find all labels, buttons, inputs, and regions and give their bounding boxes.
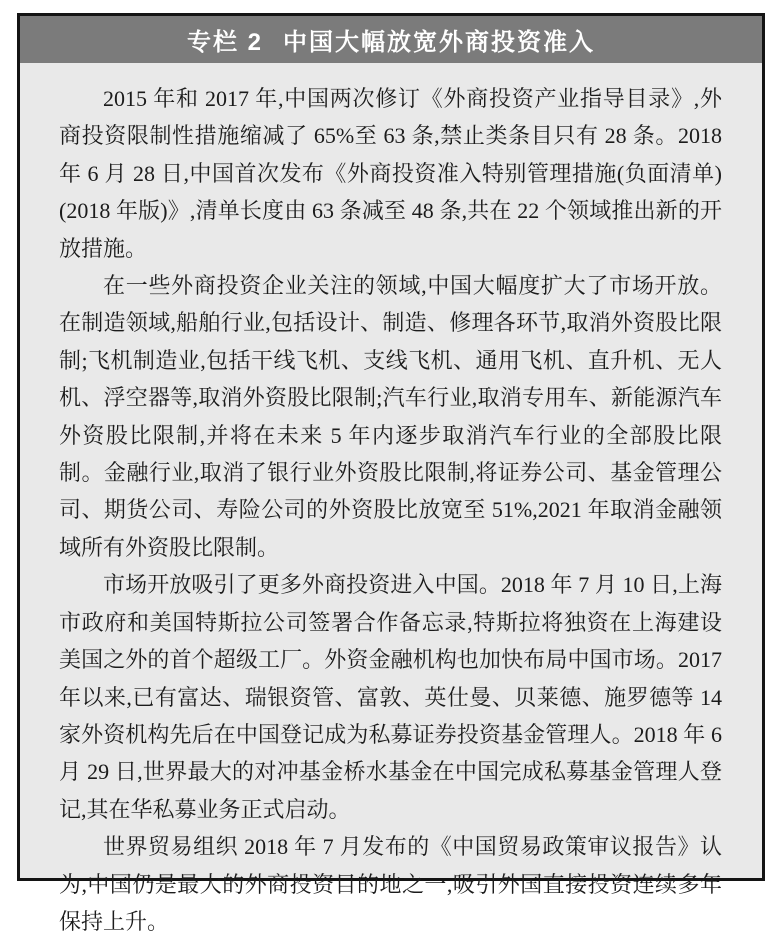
callout-box [17,13,765,934]
paragraph-wto-review: 世界贸易组织 2018 年 7 月发布的《中国贸易政策审议报告》认为,中国仍是最大的外商投资目的地之一,吸引外国直接投资连续多年保持上升。 [59,834,722,934]
paragraph-foreign-investment-inflow: 市场开放吸引了更多外商投资进入中国。2018 年 7 月 10 日,上海市政府和美国特斯拉公司签署合作备忘录,特斯拉将独资在上海建设美国之外的首个超级工厂。外资金融机构也加快布局中国市场。2017 年以来,已有富达、瑞银资管、富敦、英仕曼、贝莱德、施罗德等 14 家外资机构先后在中国登记成为私募证券投资基金管理人。2018 年 6 月 29 日,世界最大的对冲基金桥水基金在中国完成私募基金管理人登记,其在华私募业务正式启动。 [59,572,722,822]
paragraph-market-opening: 在一些外商投资企业关注的领域,中国大幅度扩大了市场开放。在制造领域,船舶行业,包括设计、制造、修理各环节,取消外资股比限制;飞机制造业,包括干线飞机、支线飞机、通用飞机、直升机、无人机、浮空器等,取消外资股比限制;汽车行业,取消专用车、新能源汽车外资股比限制,并将在未来 5 年内逐步取消汽车行业的全部股比限制。金融行业,取消了银行业外资股比限制,将证券公司、基金管理公司、期货公司、寿险公司的外资股比放宽至 51%,2021 年取消金融领域所有外资股比限制。 [59,273,722,560]
box-body [20,63,762,940]
box-title: 中国大幅放宽外商投资准入 [283,29,595,56]
box-header [20,16,762,63]
paragraph-investment-catalog: 2015 年和 2017 年,中国两次修订《外商投资产业指导目录》,外商投资限制性措施缩减了 65%至 63 条,禁止类条目只有 28 条。2018 年 6 月 28 日,中国首次发布《外商投资准入特别管理措施(负面清单)(2018 年版)》,清单长度由 63 条减至 48 条,共在 22 个领域推出新的开放措施。 [59,86,722,261]
box-label: 专栏 2 [186,29,263,56]
